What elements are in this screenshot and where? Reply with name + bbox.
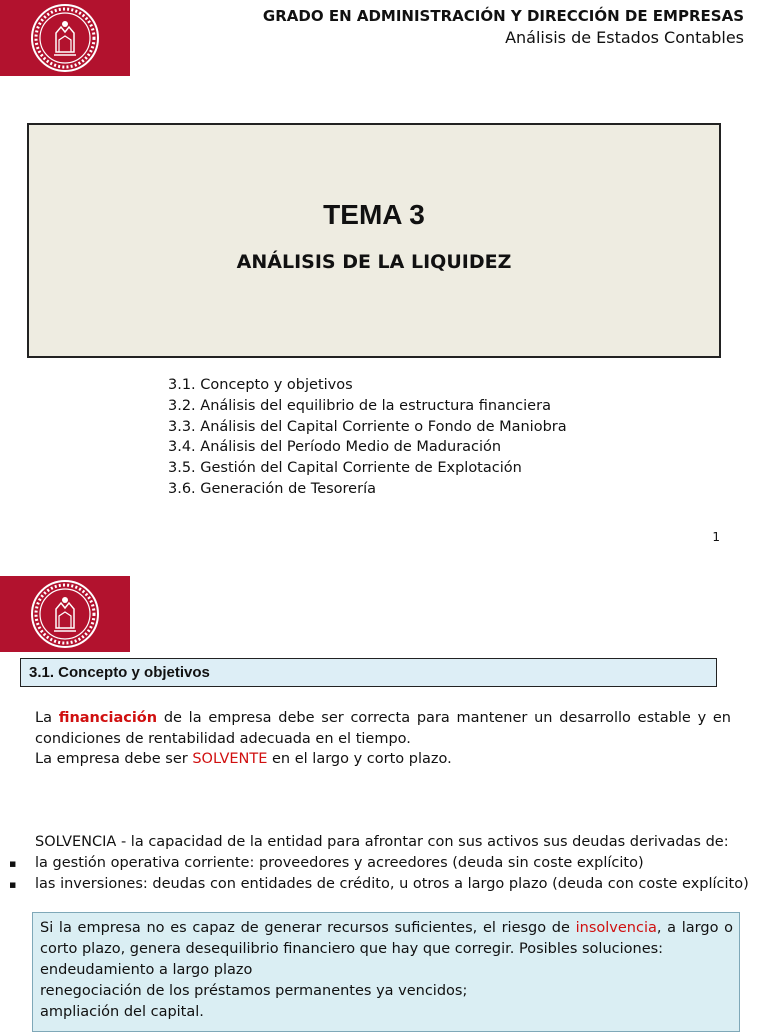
solution-item bbox=[40, 1002, 733, 1023]
section-title: 3.1. Concepto y objetivos bbox=[29, 664, 210, 681]
list-item bbox=[0, 874, 749, 895]
text-run: Si la empresa no es capaz de generar recursos suficientes, el riesgo de bbox=[40, 920, 576, 936]
header bbox=[263, 6, 744, 50]
solvencia-definition: SOLVENCIA - la capacidad de la entidad para afrontar con sus activos sus deudas derivadas de: bbox=[35, 834, 729, 850]
solution-item bbox=[40, 960, 733, 981]
page-number: 1 bbox=[712, 530, 720, 544]
university-logo bbox=[0, 576, 130, 652]
table-of-contents bbox=[168, 375, 567, 500]
tema-title: TEMA 3 bbox=[323, 199, 425, 230]
tema-subtitle: ANÁLISIS DE LA LIQUIDEZ bbox=[236, 251, 512, 273]
section-header bbox=[20, 658, 717, 687]
insolvency-paragraph bbox=[40, 918, 733, 960]
list-item-text: las inversiones: deudas con entidades de crédito, u otros a largo plazo (deuda con coste explícito) bbox=[35, 876, 749, 892]
text-run: en el largo y corto plazo. bbox=[267, 751, 452, 767]
list-item bbox=[0, 853, 749, 874]
square-bullet-icon: ▪ bbox=[9, 878, 17, 891]
text-run: , a largo o corto plazo, genera desequilibrio financiero que hay que corregir. Posibles soluciones: bbox=[40, 920, 734, 957]
course-title: Análisis de Estados Contables bbox=[505, 28, 744, 47]
text-run: La bbox=[35, 710, 59, 726]
list-item-text: la gestión operativa corriente: proveedores y acreedores (deuda sin coste explícito) bbox=[35, 855, 644, 871]
toc-item: 3.4. Análisis del Período Medio de Maduración bbox=[168, 439, 502, 456]
solution-item bbox=[40, 981, 733, 1002]
text-run: La empresa debe ser bbox=[35, 751, 193, 767]
highlight-solvente: SOLVENTE bbox=[192, 751, 268, 767]
toc-item: 3.2. Análisis del equilibrio de la estructura financiera bbox=[168, 397, 551, 414]
solution-text: ampliación del capital. bbox=[40, 1004, 204, 1020]
university-seal-icon bbox=[30, 579, 100, 649]
degree-title: GRADO EN ADMINISTRACIÓN Y DIRECCIÓN DE EMPRESAS bbox=[262, 7, 744, 25]
solution-text: renegociación de los préstamos permanentes ya vencidos; bbox=[40, 983, 468, 999]
solution-text: endeudamiento a largo plazo bbox=[40, 962, 253, 978]
text-run: de la empresa debe ser correcta para mantener un desarrollo estable y en condiciones de rentabilidad adecuada en el tiempo. bbox=[35, 710, 732, 747]
solvencia-list bbox=[0, 853, 749, 895]
title-box bbox=[27, 123, 721, 358]
highlight-financiacion: financiación bbox=[58, 710, 158, 726]
slide-2 bbox=[0, 560, 768, 1024]
toc-item: 3.1. Concepto y objetivos bbox=[168, 377, 353, 393]
toc-item: 3.3. Análisis del Capital Corriente o Fondo de Maniobra bbox=[168, 418, 567, 435]
square-bullet-icon: ▪ bbox=[9, 857, 17, 870]
university-seal-icon bbox=[30, 3, 100, 73]
toc-item: 3.5. Gestión del Capital Corriente de Explotación bbox=[168, 460, 522, 477]
insolvency-box bbox=[32, 912, 740, 1032]
highlight-insolvencia: insolvencia bbox=[575, 920, 657, 936]
toc-item: 3.6. Generación de Tesorería bbox=[168, 480, 376, 497]
university-logo bbox=[0, 0, 130, 76]
solvent-paragraph bbox=[35, 749, 731, 770]
financing-paragraph bbox=[35, 708, 731, 750]
